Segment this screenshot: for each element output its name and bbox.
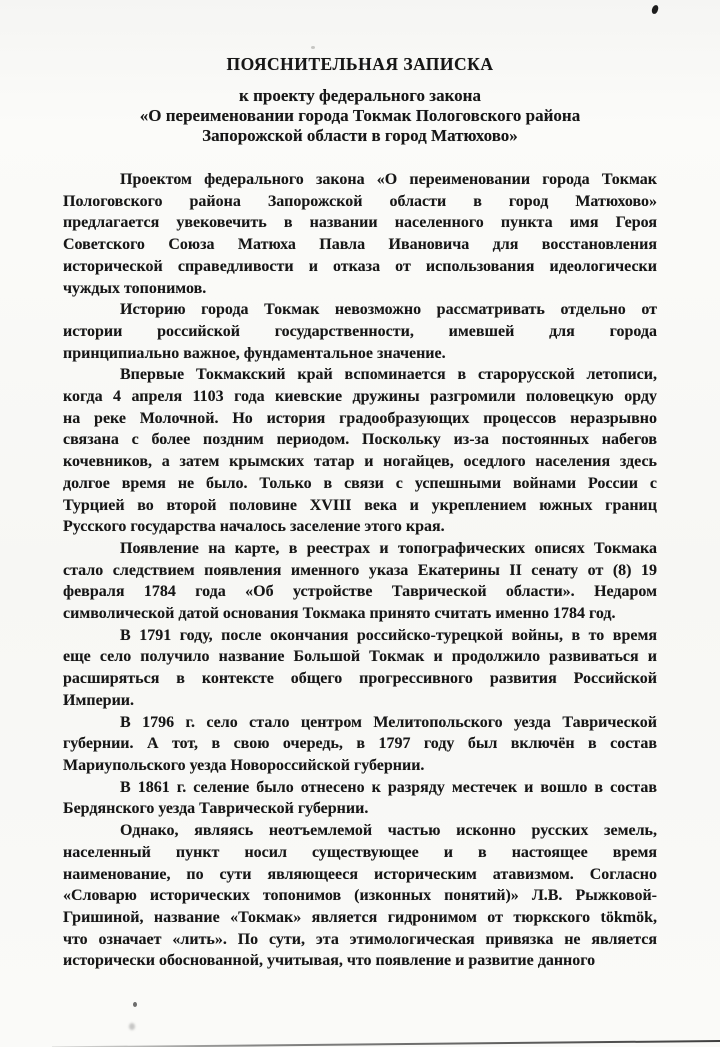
document-title: ПОЯСНИТЕЛЬНАЯ ЗАПИСКА (226, 54, 494, 74)
text-line: Гришиной, название «Токмак» является гидронимом от тюркского tökmök, (63, 908, 657, 926)
document-body (63, 169, 657, 972)
document-subtitle (63, 86, 657, 146)
text-line: расширяться в контексте общего прогрессивного развития Российской (63, 670, 657, 688)
text-line: Советского Союза Матюха Павла Ивановича для восстановления (63, 236, 657, 254)
text-line: исторически обоснованной, учитывая, что появление и развитие данного (63, 952, 596, 970)
paragraph (63, 625, 657, 712)
text-line: В 1861 г. селение было отнесено к разряду местечек и вошло в состав (120, 778, 657, 796)
subtitle-line: к проекту федерального закона (239, 86, 481, 105)
text-line: предлагается увековечить в названии населенного пункта имя Героя (63, 214, 657, 232)
paragraph (63, 777, 657, 820)
text-line: связана с более поздним периодом. Поскольку из-за постоянных набегов (63, 431, 657, 449)
text-line: населенный пункт носил существующее и в настоящее время (63, 843, 657, 861)
text-line: В 1791 году, после окончания российско-турецкой войны, в то время (120, 626, 657, 644)
paragraph (63, 364, 657, 538)
text-line: что означает «лить». По сути, эта этимологическая привязка не является (63, 930, 657, 948)
paragraph (63, 538, 657, 625)
text-line: Впервые Токмакский край вспоминается в старорусской летописи, (120, 366, 657, 384)
paragraph (63, 712, 657, 777)
text-line: В 1796 г. село стало центром Мелитопольского уезда Таврической (120, 713, 657, 731)
text-line: наименование, по сути являющееся историческим атавизмом. Согласно (63, 865, 657, 883)
scan-speck-icon (129, 1023, 135, 1030)
text-line: Бердянского уезда Таврической губернии. (63, 800, 369, 818)
text-line: Пологовского района Запорожской области в город Матюхово» (63, 192, 657, 210)
text-line: Русского государства началось заселение этого края. (63, 518, 445, 536)
text-line: долгое время не было. Только в связи с успешными войнами России с (63, 474, 657, 492)
text-line: Турцией во второй половине XVIII века и укреплением южных границ (63, 496, 657, 514)
scan-speck-icon (651, 4, 659, 14)
scan-speck-icon (311, 46, 315, 49)
scan-speck-icon (133, 1002, 137, 1007)
scan-edge-line (52, 1040, 720, 1047)
text-line: губернии. А тот, в свою очередь, в 1797 году был включён в состав (63, 735, 657, 753)
text-line: на реке Молочной. Но история градообразующих процессов неразрывно (63, 409, 657, 427)
text-line: Империи. (63, 691, 134, 709)
text-line: Историю города Токмак невозможно рассматривать отдельно от (120, 301, 657, 319)
text-line: Проектом федерального закона «О переименовании города Токмак (120, 171, 657, 188)
text-line: кочевников, а затем крымских татар и ногайцев, оседлого населения здесь (63, 453, 657, 471)
text-line: Однако, являясь неотъемлемой частью исконно русских земель, (120, 822, 657, 840)
subtitle-line: Запорожской области в город Матюхово» (202, 126, 518, 145)
paragraph (63, 820, 657, 972)
subtitle-line: «О переименовании города Токмак Пологовского района (139, 106, 581, 125)
text-line: февраля 1784 года «Об устройстве Таврической области». Недаром (63, 583, 657, 601)
text-line: стало следствием появления именного указа Екатерины II сенату от (8) 19 (63, 561, 657, 579)
text-line: еще село получило название Большой Токмак и продолжило развиваться и (63, 648, 657, 666)
text-line: Мариупольского уезда Новороссийской губернии. (63, 756, 425, 774)
text-line: символической датой основания Токмака принято считать именно 1784 год. (63, 605, 616, 623)
text-line: принципиально важное, фундаментальное значение. (63, 344, 446, 362)
text-line: исторической справедливости и отказа от использования идеологически (63, 257, 657, 275)
paragraph (63, 299, 657, 364)
text-line: чуждых топонимов. (63, 279, 207, 297)
text-line: истории российской государственности, имевшей для города (63, 322, 657, 340)
paragraph (63, 169, 657, 299)
text-line: «Словарю исторических топонимов (изконных понятий)» Л.В. Рыжковой- (63, 887, 657, 905)
text-line: Появление на карте, в реестрах и топографических описях Токмака (120, 539, 657, 557)
text-line: когда 4 апреля 1103 года киевские дружины разгромили половецкую орду (63, 388, 657, 406)
